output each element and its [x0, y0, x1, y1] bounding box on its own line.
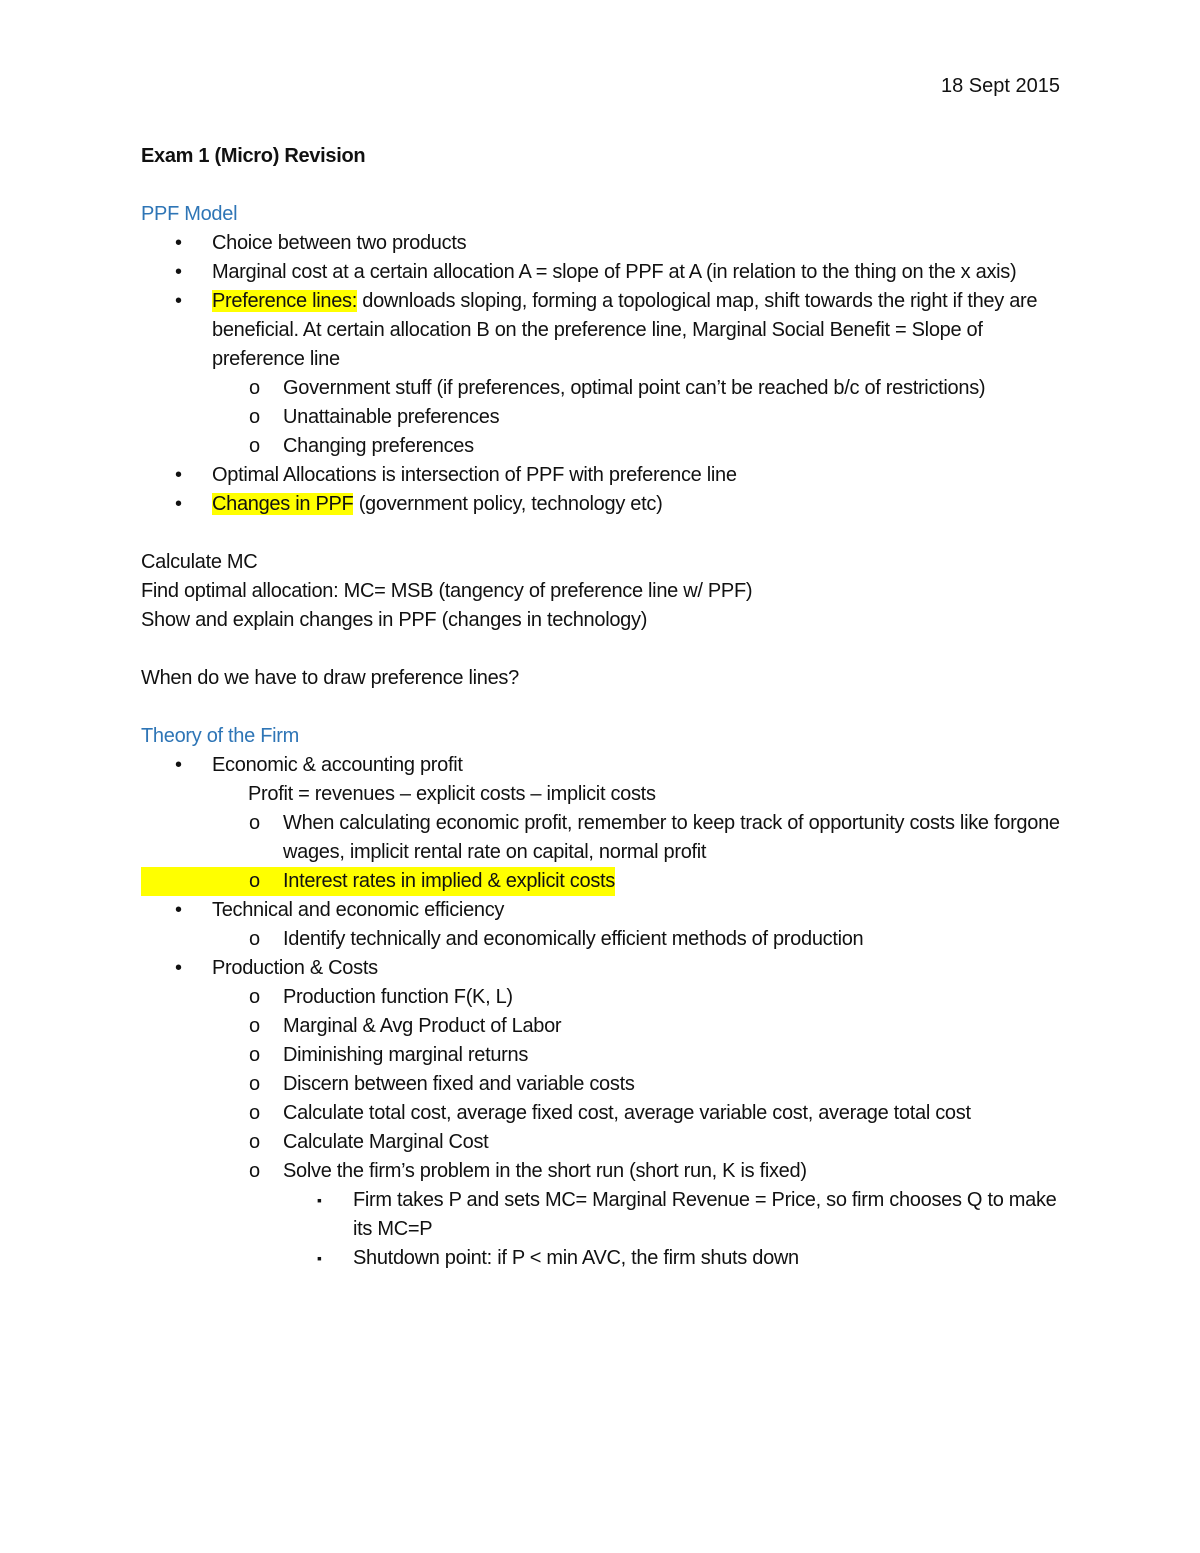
list-item-text: Firm takes P and sets MC= Marginal Revenue = Price, so firm chooses Q to make its MC=P	[353, 1189, 1057, 1240]
highlighted-text: Preference lines:	[212, 290, 357, 312]
task-line: Calculate MC	[141, 551, 258, 573]
list-item	[141, 751, 1071, 780]
sub-list-item	[141, 1041, 1071, 1070]
list-item-text: Diminishing marginal returns	[283, 1044, 529, 1066]
formula-line	[141, 780, 1071, 809]
list-item	[141, 461, 1071, 490]
sub-list-item	[141, 403, 1071, 432]
content	[141, 142, 1071, 1273]
list-item-text: Choice between two products	[212, 232, 467, 254]
list-item-text: Production & Costs	[212, 957, 378, 979]
sub-list-item	[141, 809, 1071, 867]
spacer	[141, 635, 1071, 664]
formula-text: Profit = revenues – explicit costs – implicit costs	[248, 783, 656, 805]
date: 18 Sept 2015	[941, 75, 1060, 97]
sub-list-item-highlighted	[141, 867, 1071, 896]
list-item-text: Discern between fixed and variable costs	[283, 1073, 635, 1095]
sub-list-item	[141, 1128, 1071, 1157]
list-item	[141, 954, 1071, 983]
question-line: When do we have to draw preference lines?	[141, 667, 519, 689]
list-item-text: downloads sloping, forming a topological map, shift towards the right if they are beneficial. At certain allocation B on the preference line, Marginal Social Benefit = Slope of preference line	[212, 290, 1038, 370]
list-item-text: Changing preferences	[283, 435, 474, 457]
list-item-text: Government stuff (if preferences, optimal point can’t be reached b/c of restrictions)	[283, 377, 986, 399]
firm-list	[141, 751, 1071, 1273]
document-title: Exam 1 (Micro) Revision	[141, 145, 366, 167]
list-item-text: Shutdown point: if P < min AVC, the firm shuts down	[353, 1247, 799, 1269]
spacer	[141, 693, 1071, 722]
list-item	[141, 258, 1071, 287]
list-item-text: When calculating economic profit, remember to keep track of opportunity costs like forgone wages, implicit rental rate on capital, normal profit	[283, 812, 1060, 863]
list-item-text: Marginal & Avg Product of Labor	[283, 1015, 562, 1037]
list-item-text: Technical and economic efficiency	[212, 899, 505, 921]
list-item-text: Optimal Allocations is intersection of PPF with preference line	[212, 464, 737, 486]
sub-bullet-marker: o o	[249, 870, 260, 892]
highlighted-text: Changes in PPF	[212, 493, 354, 515]
list-item	[141, 896, 1071, 925]
list-item-text: Calculate Marginal Cost	[283, 1131, 489, 1153]
list-item-text: Production function F(K, L)	[283, 986, 513, 1008]
highlighted-row	[141, 867, 615, 896]
list-item-text: Solve the firm’s problem in the short run (short run, K is fixed)	[283, 1160, 807, 1182]
list-item-text: (government policy, technology etc)	[353, 493, 663, 515]
section-heading-ppf: PPF Model	[141, 203, 238, 225]
list-item	[141, 490, 1071, 519]
sub-list-item	[141, 1099, 1071, 1128]
ppf-list	[141, 229, 1071, 519]
sub-list-item	[141, 374, 1071, 403]
sub-list-item	[141, 1070, 1071, 1099]
sub-sub-list-item	[141, 1244, 1071, 1273]
section-heading-firm: Theory of the Firm	[141, 725, 299, 747]
list-item-text: Economic & accounting profit	[212, 754, 463, 776]
list-item-text: Calculate total cost, average fixed cost, average variable cost, average total cost	[283, 1102, 971, 1124]
list-item	[141, 287, 1071, 374]
list-item-text: Identify technically and economically efficient methods of production	[283, 928, 864, 950]
list-item-text: Interest rates in implied & explicit costs	[283, 870, 615, 892]
task-line: Show and explain changes in PPF (changes in technology)	[141, 609, 648, 631]
sub-list-item	[141, 925, 1071, 954]
sub-sub-list-item	[141, 1186, 1071, 1244]
sub-list-item	[141, 432, 1071, 461]
task-line: Find optimal allocation: MC= MSB (tangency of preference line w/ PPF)	[141, 580, 753, 602]
list-item-text: Marginal cost at a certain allocation A = slope of PPF at A (in relation to the thing on the x axis)	[212, 261, 1017, 283]
list-item-text: Unattainable preferences	[283, 406, 500, 428]
sub-list-item	[141, 1157, 1071, 1186]
spacer	[141, 519, 1071, 548]
sub-list-item	[141, 983, 1071, 1012]
sub-list-item	[141, 1012, 1071, 1041]
list-item	[141, 229, 1071, 258]
